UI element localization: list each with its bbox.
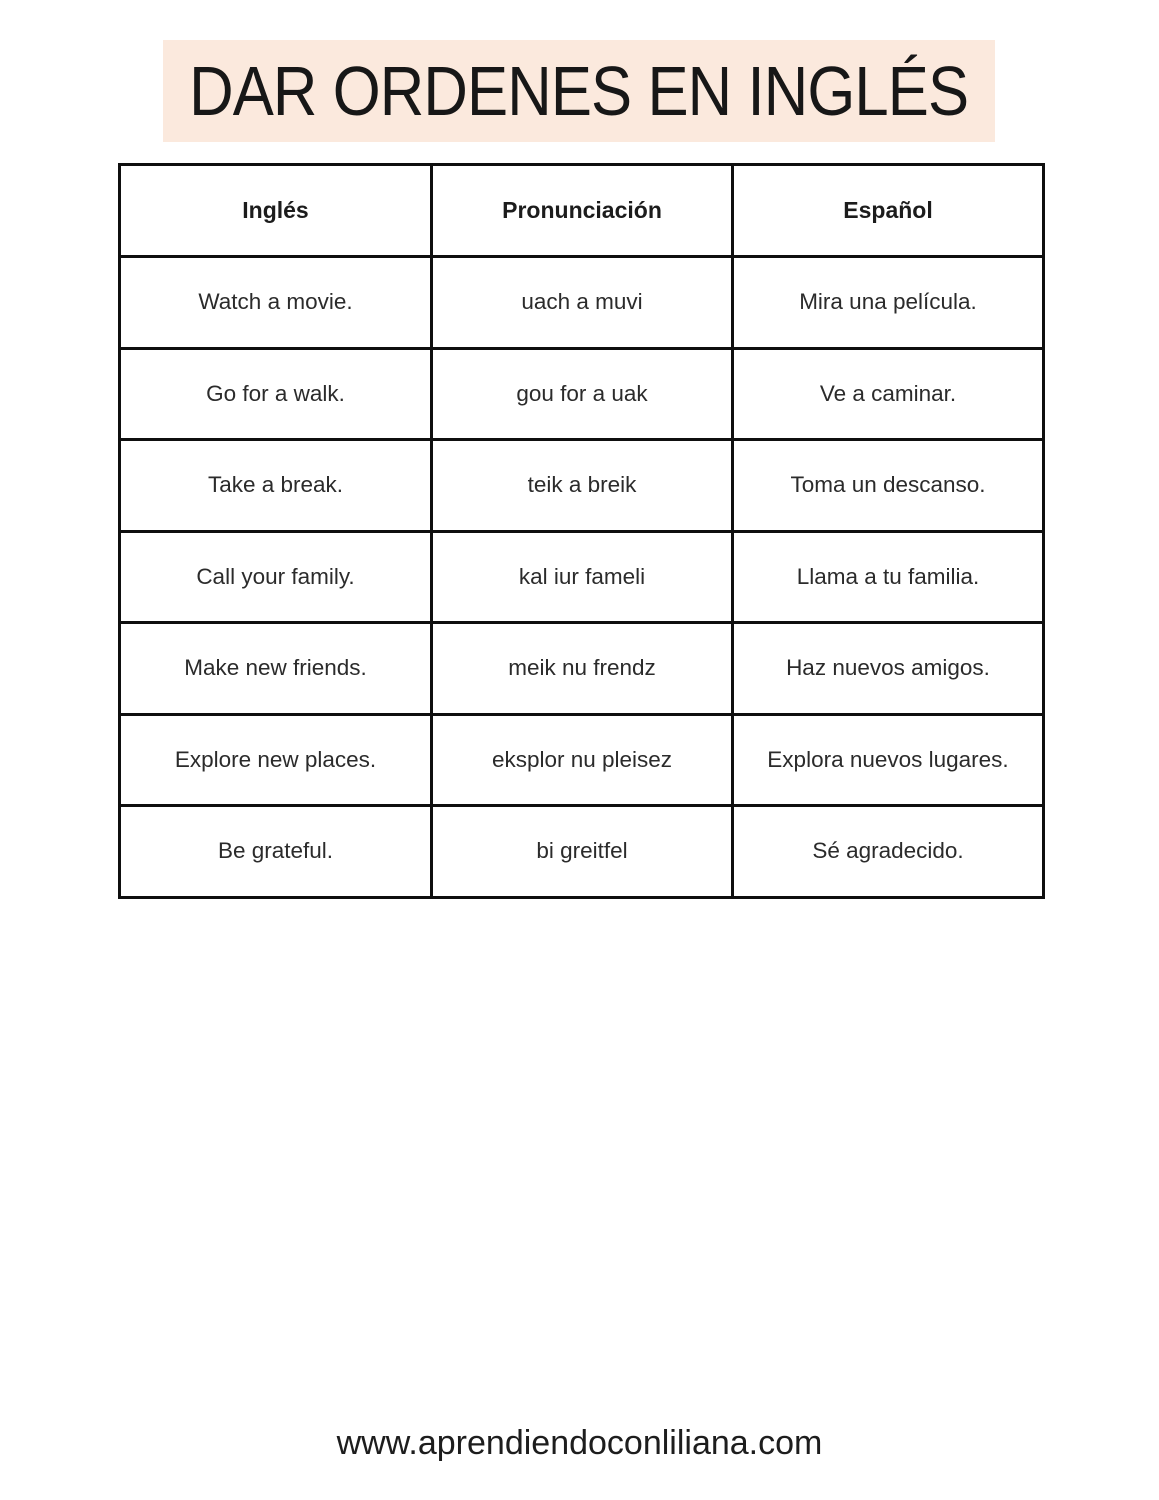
table-cell-espanol: Haz nuevos amigos. bbox=[733, 623, 1044, 715]
table-cell-espanol: Mira una película. bbox=[733, 257, 1044, 349]
title-banner bbox=[163, 40, 995, 142]
table-cell-espanol: Explora nuevos lugares. bbox=[733, 714, 1044, 806]
table-row bbox=[120, 806, 1044, 898]
table-row bbox=[120, 257, 1044, 349]
table-cell-ingles: Watch a movie. bbox=[120, 257, 432, 349]
table-row bbox=[120, 348, 1044, 440]
table-row bbox=[120, 714, 1044, 806]
table-cell-espanol: Sé agradecido. bbox=[733, 806, 1044, 898]
table-cell-pronunciacion: gou for a uak bbox=[432, 348, 733, 440]
table-cell-ingles: Call your family. bbox=[120, 531, 432, 623]
vocab-table bbox=[118, 163, 1045, 899]
table-cell-espanol: Ve a caminar. bbox=[733, 348, 1044, 440]
table-header-row bbox=[120, 165, 1044, 257]
table-cell-pronunciacion: bi greitfel bbox=[432, 806, 733, 898]
table-cell-ingles: Go for a walk. bbox=[120, 348, 432, 440]
table-row bbox=[120, 440, 1044, 532]
table-cell-pronunciacion: kal iur fameli bbox=[432, 531, 733, 623]
website-url: www.aprendiendoconliliana.com bbox=[336, 1424, 823, 1462]
table-cell-pronunciacion: teik a breik bbox=[432, 440, 733, 532]
table-cell-ingles: Explore new places. bbox=[120, 714, 432, 806]
table-cell-ingles: Be grateful. bbox=[120, 806, 432, 898]
table-cell-ingles: Make new friends. bbox=[120, 623, 432, 715]
column-header-ingles: Inglés bbox=[120, 165, 432, 257]
column-header-espanol: Español bbox=[733, 165, 1044, 257]
table-cell-ingles: Take a break. bbox=[120, 440, 432, 532]
table-cell-pronunciacion: uach a muvi bbox=[432, 257, 733, 349]
table-cell-pronunciacion: meik nu frendz bbox=[432, 623, 733, 715]
table-cell-espanol: Llama a tu familia. bbox=[733, 531, 1044, 623]
table-cell-pronunciacion: eksplor nu pleisez bbox=[432, 714, 733, 806]
page-title: DAR ORDENES EN INGLÉS bbox=[189, 52, 969, 130]
table-cell-espanol: Toma un descanso. bbox=[733, 440, 1044, 532]
table-row bbox=[120, 531, 1044, 623]
column-header-pronunciacion: Pronunciación bbox=[432, 165, 733, 257]
table-row bbox=[120, 623, 1044, 715]
